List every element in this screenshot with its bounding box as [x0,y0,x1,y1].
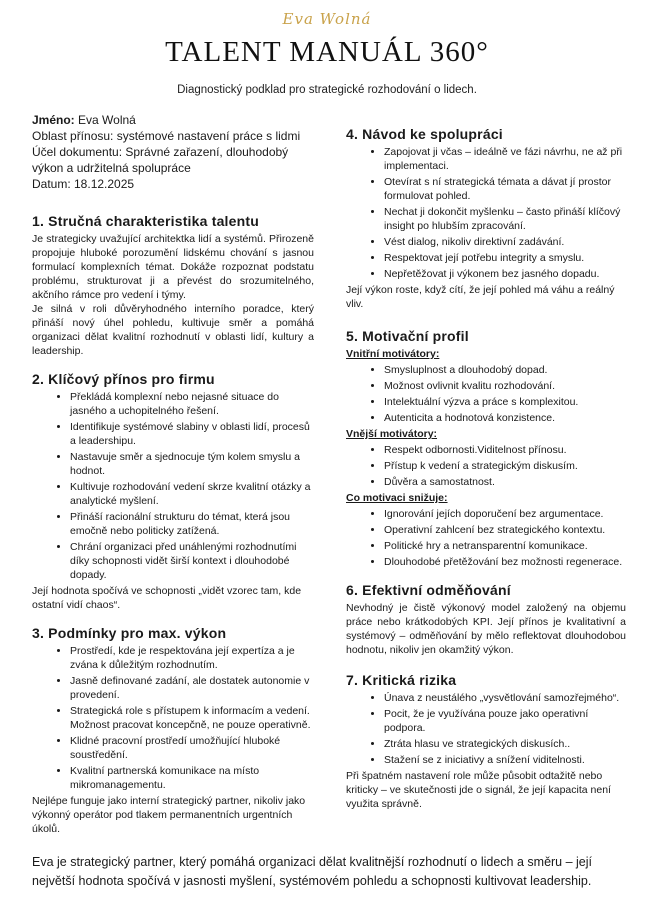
list-item: • Klidné pracovní prostředí umožňující hluboké soustředění. [70,734,314,762]
list-item: • Ignorování jejích doporučení bez argumentace. [384,507,626,521]
section-1-paragraph-1: Je strategicky uvažující architektka lidí a systémů. Přirozeně propojuje hluboké porozumění lidskému chování s jasnou formulací komplexních témat. Dokáže rozpoznat podstatu problému, strukturovat ji a převést do srozumitelného, akčního rámce pro vedení i týmy. [32,233,314,301]
meta-name [32,112,314,128]
list-item: • Kvalitní partnerská komunikace na místo mikromanagementu. [70,764,314,792]
list-item: • Smysluplnost a dlouhodobý dopad. [384,363,626,377]
list-item: • Identifikuje systémové slabiny v oblasti lidí, procesů a leadershipu. [70,420,314,448]
external-motivators-label: Vnější motivátory: [346,428,438,440]
section-1-title: 1. Stručná charakteristika talentu [32,213,259,229]
page-subtitle: Diagnostický podklad pro strategické rozhodování o lidech. [177,84,477,96]
section-2-list [32,390,314,582]
left-column [32,112,314,836]
section-4-note: Její výkon roste, když cítí, že její pohled má váhu a reálný vliv. [346,284,615,310]
list-item: • Prostředí, kde je respektována její expertíza a je zvána k důležitým rozhodnutím. [70,644,314,672]
section-4-title: 4. Návod ke spolupráci [346,126,503,142]
list-item: • Zapojovat ji včas – ideálně ve fázi návrhu, ne až při implementaci. [384,145,626,173]
meta-purpose: Účel dokumentu: Správné zařazení, dlouhodobý výkon a udržitelná spolupráce [32,145,289,175]
section-1-paragraph-2: Je silná v roli důvěryhodného interního poradce, který přináší nový úhel pohledu, kultivuje směr a pomáhá organizaci dělat kvalitní rozhodnutí v oblasti lidí, kultury a leadership. [32,303,314,357]
section-7-note: Při špatném nastavení role může působit odtažitě nebo kriticky – ve skutečnosti jde o signál, že její kapacita není využita správně. [346,770,611,810]
logo-signature: Eva Wolná [282,10,372,28]
list-item: • Chrání organizaci před unáhlenými rozhodnutími díky schopnosti vidět širší kontext i dlouhodobé dopady. [70,540,314,582]
list-item: • Autenticita a hodnotová konzistence. [384,411,626,425]
section-4-list [346,145,626,281]
section-5-title: 5. Motivační profil [346,328,469,344]
right-column [346,127,626,811]
list-item: • Jasně definované zadání, ale dostatek autonomie v provedení. [70,674,314,702]
list-item: • Pocit, že je využívána pouze jako operativní podpora. [384,707,626,735]
section-2-note: Její hodnota spočívá ve schopnosti „vidět vzorec tam, kde ostatní vidí chaos“. [32,585,302,611]
meta-area: Oblast přínosu: systémové nastavení práce s lidmi [32,129,301,143]
meta-block [32,112,314,192]
list-item: • Přístup k vedení a strategickým diskusím. [384,459,626,473]
list-item: • Vést dialog, nikoliv direktivní zadávání. [384,235,626,249]
list-item: • Možnost ovlivnit kvalitu rozhodování. [384,379,626,393]
internal-motivators-label: Vnitřní motivátory: [346,348,440,360]
meta-date: Datum: 18.12.2025 [32,177,135,191]
list-item: • Kultivuje rozhodování vedení skrze kvalitní otázky a analytické myšlení. [70,480,314,508]
external-motivators-list [346,443,626,489]
list-item: • Politické hry a netransparentní komunikace. [384,539,626,553]
section-3-list [32,644,314,792]
list-item: • Ztráta hlasu ve strategických diskusích.. [384,737,626,751]
section-7-list [346,691,626,767]
name-value: Eva Wolná [74,113,136,127]
demotivators-list [346,507,626,569]
list-item: • Překládá komplexní nebo nejasné situace do jasného a uchopitelného řešení. [70,390,314,418]
list-item: • Dlouhodobé přetěžování bez možnosti regenerace. [384,555,626,569]
list-item: • Respekt odbornosti.Viditelnost přínosu. [384,443,626,457]
closing-statement: Eva je strategický partner, který pomáhá organizaci dělat kvalitnější rozhodnutí o lidech a směru – její největší hodnota spočívá v jasnosti myšlení, systémovém pohledu a schopnosti kultivovat leadership. [32,855,593,888]
list-item: • Nastavuje směr a sjednocuje tým kolem smyslu a hodnot. [70,450,314,478]
section-3-title: 3. Podmínky pro max. výkon [32,625,227,641]
section-6-text: Nevhodný je čistě výkonový model založený na objemu práce nebo krátkodobých KPI. Její přínos je kvalitativní a systémový – odměňování by mělo reflektovat dlouhodobou hodnotu, nikoliv jen okamžitý výkon. [346,602,626,656]
section-7-title: 7. Kritická rizika [346,672,457,688]
name-label: Jméno: [32,113,75,127]
list-item: • Strategická role s přístupem k informacím a vedení. Možnost pracovat koncepčně, ne pouze operativně. [70,704,314,732]
section-3-note: Nejlépe funguje jako interní strategický partner, nikoliv jako výkonný operátor pod tlakem permanentních urgentních úkolů. [32,795,306,835]
list-item: • Respektovat její potřebu integrity a smyslu. [384,251,626,265]
list-item: • Přináší racionální strukturu do témat, která jsou emočně nebo politicky zatížená. [70,510,314,538]
list-item: • Otevírat s ní strategická témata a dávat jí prostor formulovat pohled. [384,175,626,203]
list-item: • Intelektuální výzva a práce s komplexitou. [384,395,626,409]
list-item: • Důvěra a samostatnost. [384,475,626,489]
internal-motivators-list [346,363,626,425]
demotivators-label: Co motivaci snižuje: [346,492,448,504]
list-item: • Operativní zahlcení bez strategického kontextu. [384,523,626,537]
list-item: • Únava z neustálého „vysvětlování samozřejmého“. [384,691,626,705]
list-item: • Stažení se z iniciativy a snížení viditelnosti. [384,753,626,767]
list-item: • Nechat ji dokončit myšlenku – často přináší klíčový insight po hlubším zpracování. [384,205,626,233]
list-item: • Nepřetěžovat ji výkonem bez jasného dopadu. [384,267,626,281]
page-title: TALENT MANUÁL 360° [165,36,489,68]
section-2-title: 2. Klíčový přínos pro firmu [32,371,215,387]
section-6-title: 6. Efektivní odměňování [346,582,511,598]
